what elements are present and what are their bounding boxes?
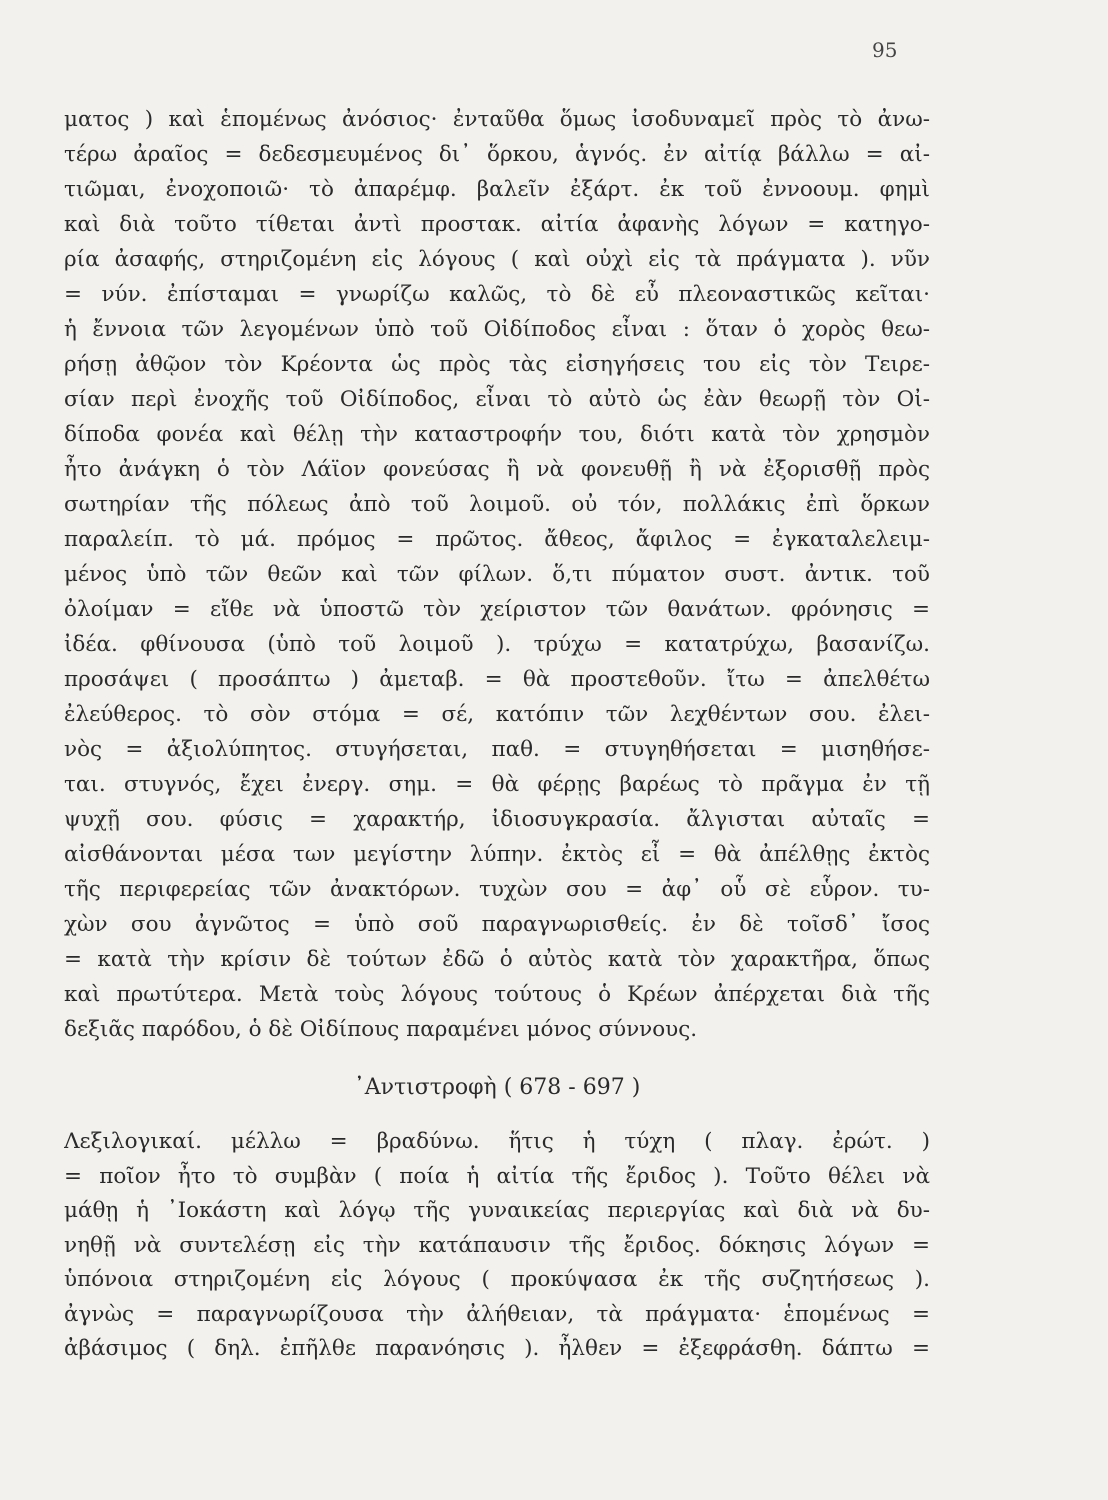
text-line: ἰδέα. φθίνουσα (ὑπὸ τοῦ λοιμοῦ ). τρύχω = κατατρύχω, βασανίζω. — [64, 632, 930, 657]
section-heading: ᾿Αντιστροφὴ ( 678 - 697 ) — [353, 1075, 641, 1100]
text-line: ἡ ἔννοια τῶν λεγομένων ὑπὸ τοῦ Οἰδίποδος εἶναι : ὅταν ὁ χορὸς θεω- — [64, 317, 930, 342]
text-line: ψυχῇ σου. φύσις = χαρακτήρ, ἰδιοσυγκρασία. ἄλγισται αὐταῖς = — [64, 807, 930, 832]
text-line: τέρω ἀραῖος = δεδεσμευμένος δι᾽ ὅρκου, ἁγνός. ἐν αἰτίᾳ βάλλω = αἰ- — [64, 142, 930, 167]
text-line: νὸς = ἀξιολύπητος. στυγήσεται, παθ. = στυγηθήσεται = μισηθήσε- — [64, 737, 930, 762]
text-line: ὀλοίμαν = εἴθε νὰ ὑποστῶ τὸν χείριστον τῶν θανάτων. φρόνησις = — [64, 597, 930, 622]
page-number: 95 — [872, 38, 898, 62]
text-line: = νύν. ἐπίσταμαι = γνωρίζω καλῶς, τὸ δὲ εὖ πλεοναστικῶς κεῖται· — [64, 282, 930, 307]
text-line: ρήσῃ ἀθῷον τὸν Κρέοντα ὡς πρὸς τὰς εἰσηγήσεις του εἰς τὸν Τειρε- — [64, 352, 930, 377]
text-line: προσάψει ( προσάπτω ) ἀμεταβ. = θὰ προστεθοῦν. ἴτω = ἀπελθέτω — [64, 667, 930, 692]
text-line: ἀβάσιμος ( δηλ. ἐπῆλθε παρανόησις ). ἦλθεν = ἐξεφράσθη. δάπτω = — [64, 1336, 930, 1361]
text-line: = ποῖον ἦτο τὸ συμβὰν ( ποία ἡ αἰτία τῆς ἔριδος ). Τοῦτο θέλει νὰ — [64, 1163, 930, 1189]
text-line: χὼν σου ἀγνῶτος = ὑπὸ σοῦ παραγνωρισθείς. ἐν δὲ τοῖσδ᾽ ἴσος — [64, 912, 930, 937]
text-line: νηθῇ νὰ συντελέσῃ εἰς τὴν κατάπαυσιν τῆς ἔριδος. δόκησις λόγων = — [64, 1232, 930, 1258]
text-line: καὶ πρωτύτερα. Μετὰ τοὺς λόγους τούτους ὁ Κρέων ἀπέρχεται διὰ τῆς — [64, 982, 930, 1007]
text-line: = κατὰ τὴν κρίσιν δὲ τούτων ἐδῶ ὁ αὐτὸς κατὰ τὸν χαρακτῆρα, ὅπως — [64, 947, 930, 972]
lexical-notes-paragraph — [64, 1125, 930, 1367]
text-line: δεξιᾶς παρόδου, ὁ δὲ Οἰδίπους παραμένει μόνος σύννους. — [64, 1017, 698, 1042]
text-line: παραλείπ. τὸ μά. πρόμος = πρῶτος. ἄθεος, ἄφιλος = ἐγκαταλελειμ- — [64, 527, 930, 552]
text-line: ρία ἀσαφής, στηριζομένη εἰς λόγους ( καὶ οὐχὶ εἰς τὰ πράγματα ). νῦν — [64, 247, 930, 272]
text-line: ὑπόνοια στηριζομένη εἰς λόγους ( προκύψασα ἐκ τῆς συζητήσεως ). — [64, 1267, 930, 1292]
text-line: Λεξιλογικαί. μέλλω = βραδύνω. ἥτις ἡ τύχη ( πλαγ. ἐρώτ. ) — [64, 1129, 930, 1154]
commentary-paragraph — [64, 102, 930, 1047]
text-line: τιῶμαι, ἐνοχοποιῶ· τὸ ἀπαρέμφ. βαλεῖν ἐξάρτ. ἐκ τοῦ ἐννοουμ. φημὶ — [64, 177, 930, 202]
text-line: σίαν περὶ ἐνοχῆς τοῦ Οἰδίποδος, εἶναι τὸ αὐτὸ ὡς ἐὰν θεωρῇ τὸν Οἰ- — [64, 387, 930, 412]
text-line: μένος ὑπὸ τῶν θεῶν καὶ τῶν φίλων. ὅ,τι πύματον συστ. ἀντικ. τοῦ — [64, 562, 930, 587]
text-line: αἰσθάνονται μέσα των μεγίστην λύπην. ἐκτὸς εἶ = θὰ ἀπέλθῃς ἐκτὸς — [64, 842, 930, 867]
text-line: μάθῃ ἡ ᾿Ιοκάστη καὶ λόγῳ τῆς γυναικείας περιεργίας καὶ διὰ νὰ δυ- — [64, 1198, 930, 1223]
text-line: ἦτο ἀνάγκη ὁ τὸν Λάϊον φονεύσας ἢ νὰ φονευθῇ ἢ νὰ ἐξορισθῇ πρὸς — [64, 457, 930, 482]
text-line: ἀγνὼς = παραγνωρίζουσα τὴν ἀλήθειαν, τὰ πράγματα· ἑπομένως = — [64, 1301, 930, 1327]
text-line: σωτηρίαν τῆς πόλεως ἀπὸ τοῦ λοιμοῦ. οὐ τόν, πολλάκις ἐπὶ ὅρκων — [64, 492, 930, 517]
text-line: ματος ) καὶ ἑπομένως ἀνόσιος· ἐνταῦθα ὅμως ἰσοδυναμεῖ πρὸς τὸ ἀνω- — [64, 107, 930, 132]
text-line: τῆς περιφερείας τῶν ἀνακτόρων. τυχὼν σου = ἀφ᾽ οὗ σὲ εὗρον. τυ- — [64, 877, 930, 902]
text-line: ἐλεύθερος. τὸ σὸν στόμα = σέ, κατόπιν τῶν λεχθέντων σου. ἐλει- — [64, 702, 930, 727]
text-line: δίποδα φονέα καὶ θέλῃ τὴν καταστροφήν του, διότι κατὰ τὸν χρησμὸν — [64, 422, 930, 447]
text-line: ται. στυγνός, ἔχει ἐνεργ. σημ. = θὰ φέρῃς βαρέως τὸ πρᾶγμα ἐν τῇ — [64, 772, 930, 797]
text-line: καὶ διὰ τοῦτο τίθεται ἀντὶ προστακ. αἰτία ἀφανὴς λόγων = κατηγο- — [64, 212, 930, 237]
